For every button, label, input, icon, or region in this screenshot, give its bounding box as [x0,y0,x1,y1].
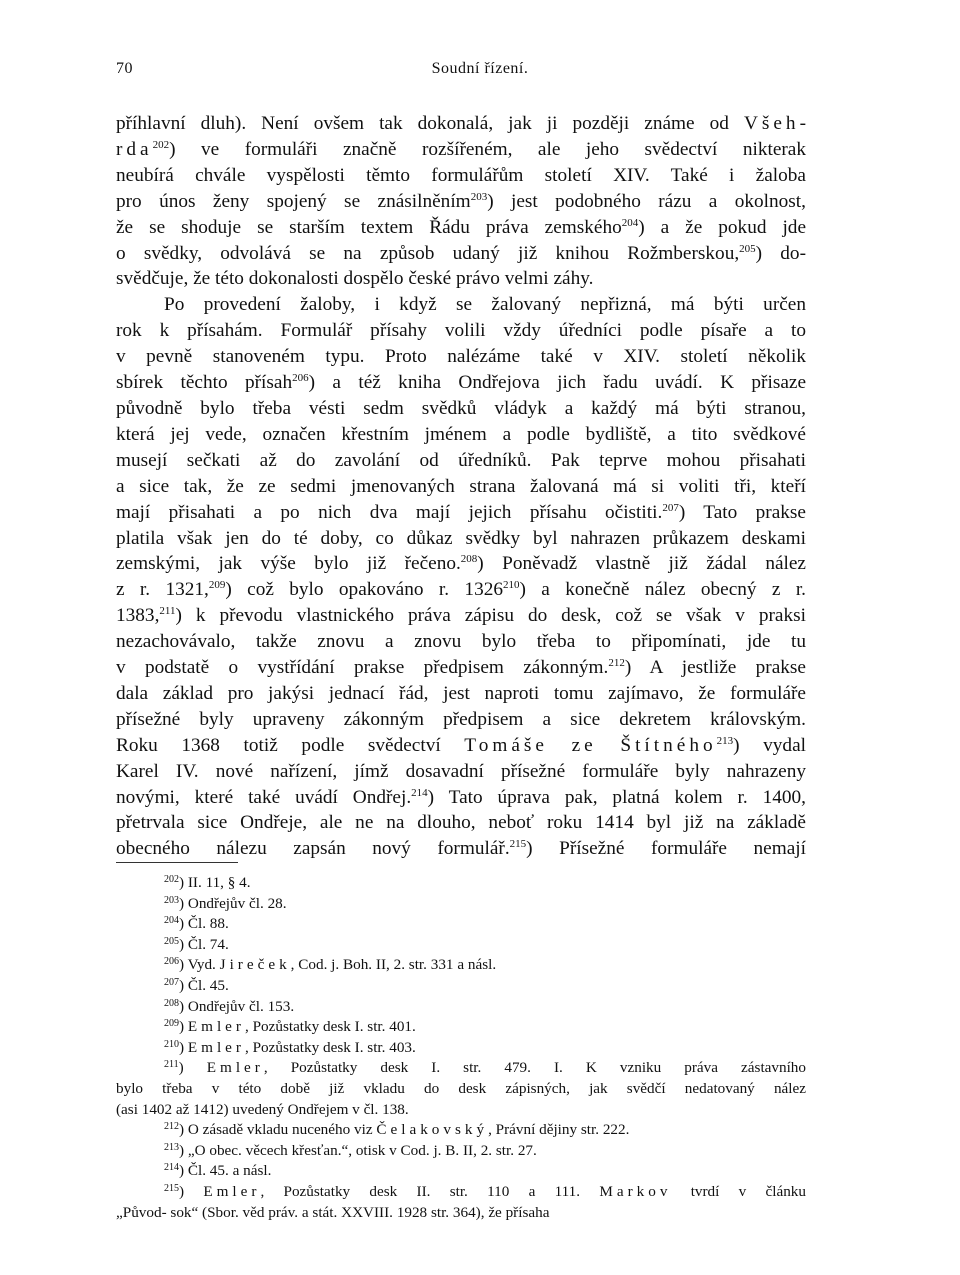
body-line: platila však jen do té doby, co důkaz svědky byl nahrazen průkazem deskami [116,527,806,549]
footnote-text: ) „O obec. věcech křesťan.“, otisk v Cod. j. B. II, 2. str. 27. [179,1141,537,1159]
body-line: Po provedení žaloby, i když se žalovaný nepřizná, má býti určen [164,294,806,316]
footnote-text: ) Emler, Pozůstatky desk I. str. 401. [179,1018,416,1036]
body-line: musejí sečkati až do zavolání od úředníků. Pak teprve mohou přisahati [116,449,806,471]
footnote-number: 204 [164,915,179,927]
footnote-204 [116,914,806,935]
body-line: rda$^{202}$) ve formuláři značně rozšířeném, ale jeho svědectví nikterak [116,138,806,160]
footnote-text: ) Emler, Pozůstatky desk II. str. 110 a 111. Markov tvrdí v článku [179,1182,806,1200]
body-line: v pevně stanoveném typu. Proto nalézáme také v XIV. století několik [116,346,806,368]
footnote-continuation: bylo třeba v této době již vkladu do desk zápisných, jak svědčí nedatovaný nález [116,1079,806,1097]
footnote-text: ) Ondřejův čl. 153. [179,997,295,1015]
footnote-text: ) Čl. 45. a násl. [179,1162,272,1180]
body-line: neubírá chvále vyspělosti těmto formulářům století XIV. Také i žaloba [116,164,806,186]
footnote-number: 202 [164,874,179,885]
footnote-210 [116,1038,806,1059]
footnote-215 [116,1182,806,1203]
footnote-rule [116,862,238,863]
footnote-continuation: (asi 1402 až 1412) uvedený Ondřejem v čl. 138. [116,1100,409,1118]
footnote-206 [116,955,806,976]
footnote-number: 210 [164,1038,179,1050]
footnotes [116,873,806,1223]
footnote-214 [116,1161,806,1182]
body-line: sbírek těchto přísah$^{206}$) a též kniha Ondřejova jich řadu uvádí. K přisaze [116,372,806,394]
footnote-text: ) Ondřejův čl. 28. [179,894,287,912]
body-line: nezachovávalo, takže znovu a znovu bylo třeba to připomínati, jde tu [116,631,806,653]
body-line: pro únos ženy spojený se znásilněním$^{203}$) jest podobného rázu a okolnost, [116,190,806,212]
body-line: mají přisahati a po nich dva mají jejich přísahu očistiti.$^{207}$) Tato prakse [116,501,806,523]
body-line: z r. 1321,$^{209}$) což bylo opakováno r. 1326$^{210}$) a konečně nález obecný z r. [116,579,806,601]
body-line: svědčuje, že této dokonalosti dospělo české právo velmi záhy. [116,268,594,290]
footnote-209 [116,1017,806,1038]
footnote-text: ) II. 11, § 4. [179,874,251,891]
running-head: Soudní řízení. [431,60,529,77]
footnote-text: ) Čl. 74. [179,935,229,953]
footnote-202 [116,873,806,894]
body-line: původně bylo třeba vésti sedm svědků vládyk a každý má býti stranou, [116,397,806,419]
body-line: Karel IV. nové nařízení, jímž dosavadní přísežné formuláře byly nahrazeny [116,760,806,782]
footnote-number: 209 [164,1018,179,1030]
body-line: 1383,$^{211}$) k převodu vlastnického práva zápisu do desk, což se však v praksi [116,605,806,627]
footnote-number: 214 [164,1162,179,1174]
footnote-text: ) Emler, Pozůstatky desk I. str. 479. I. K vzniku práva zástavního [178,1059,806,1077]
body-line: v podstatě o vystřídání prakse předpisem zákonným.$^{212}$) A jestliže prakse [116,657,806,679]
footnote-203 [116,894,806,915]
page-number: 70 [116,60,133,77]
body-line: příhlavní dluh). Není ovšem tak dokonalá, jak ji později známe od Všeh- [116,113,806,134]
body-line: novými, které také uvádí Ondřej.$^{214}$) Tato úprava pak, platná kolem r. 1400, [116,786,806,808]
footnote-continuation: „Původ- sok“ (Sbor. věd práv. a stát. XXVIII. 1928 str. 364), že přísaha [116,1203,550,1221]
body-line: rok k přísahám. Formulář přísahy volili vždy úředníci podle písaře a to [116,320,806,342]
body-line: zemskými, jak výše bylo již řečeno.$^{208}$) Poněvadž vlastně již žádal nález [116,553,806,575]
body-line: Roku 1368 totiž podle svědectví Tomáše ze Štítného$^{213}$) vydal [116,734,806,756]
footnote-text: ) O zásadě vkladu nuceného viz Čelakovský, Právní dějiny str. 222. [179,1121,630,1139]
footnote-text: ) Vyd. Jireček, Cod. j. Boh. II, 2. str. 331 a násl. [179,956,497,974]
footnote-text: ) Emler, Pozůstatky desk I. str. 403. [179,1038,416,1056]
footnote-205 [116,935,806,956]
footnote-208 [116,997,806,1018]
footnote-number: 212 [164,1121,179,1133]
footnote-number: 207 [164,976,179,988]
footnote-number: 211 [164,1059,179,1071]
footnote-213 [116,1141,806,1162]
footnote-number: 205 [164,935,179,947]
footnote-207 [116,976,806,997]
body-line: obecného nálezu zapsán nový formulář.$^{215}$) Přísežné formuláře nemají [116,838,806,860]
footnote-212 [116,1120,806,1141]
body-line: která jej vede, označen křestním jménem a podle bydliště, a tito svědkové [116,423,806,445]
footnote-number: 213 [164,1141,179,1153]
body-line: že se shoduje se starším textem Řádu práva zemského$^{204}$) a že pokud jde [116,216,806,238]
footnote-number: 206 [164,956,179,968]
body-line: a sice tak, že ze sedmi jmenovaných strana žalovaná má si voliti tři, kteří [116,475,806,497]
footnote-number: 215 [164,1182,179,1194]
body-text [116,111,806,862]
body-line: přísežné byly upraveny zákonným předpisem a sice dekretem královským. [116,708,806,730]
body-line: o svědky, odvolává se na způsob udaný již knihou Rožmberskou,$^{205}$) do- [116,242,806,264]
footnote-text: ) Čl. 88. [179,915,229,933]
footnote-number: 208 [164,997,179,1009]
body-line: přetrvala sice Ondřeje, ale ne na dlouho, neboť roku 1414 byl již na základě [116,812,806,834]
footnote-text: ) Čl. 45. [179,976,229,994]
footnote-number: 203 [164,894,179,906]
footnote-211 [116,1058,806,1079]
body-line: dala základ pro jakýsi jednací řád, jest naproti tomu zajímavo, že formuláře [116,682,806,704]
